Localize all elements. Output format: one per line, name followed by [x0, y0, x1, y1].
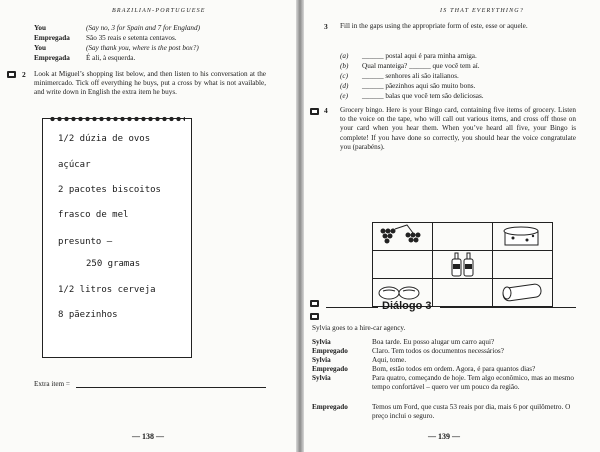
- biscuit-packet-icon: [493, 279, 552, 306]
- extra-item-answer-line[interactable]: [76, 387, 266, 388]
- dialogue-line: Empregado Claro. Tem todos os documentos necessários?: [312, 347, 504, 355]
- exercise-3-instructions: Fill in the gaps using the appropriate form of este, esse or aquele.: [340, 22, 528, 30]
- exercise-2-instructions: Look at Miguel’s shopping list below, and then listen to his conversation at the minimercado. Tick off everything he buys, put a cross by what is not available, and write down in English the extra item he buys.: [34, 70, 266, 97]
- running-header-right: IS THAT EVERYTHING?: [440, 8, 525, 14]
- extra-item-label: Extra item =: [34, 380, 70, 388]
- list-item: frasco de mel: [58, 210, 129, 220]
- dialogue-line: Empregado Temos um Ford, que custa 53 reais por dia, mais 6 por quilômetro. O preço inclui o seguro.: [312, 403, 571, 420]
- list-item: 2 pacotes biscoitos: [58, 185, 161, 195]
- bingo-cell-wine[interactable]: [432, 250, 493, 279]
- grapes-icon: [373, 223, 432, 250]
- fill-in-item: (e) ______ balas que você tem são deliciosas.: [340, 92, 484, 100]
- list-item: presunto –: [58, 237, 113, 247]
- list-item: 1/2 litros cerveja: [58, 285, 156, 295]
- dialog-line: Empregada É ali, à esquerda.: [34, 54, 136, 62]
- spiral-binding: [49, 115, 185, 123]
- book-gutter: [296, 0, 304, 452]
- list-item: 8 pãezinhos: [58, 310, 118, 320]
- dialogue-intro: Sylvia goes to a hire-car agency.: [312, 324, 406, 332]
- fill-in-item: (c) ______ senhores ali são italianos.: [340, 72, 459, 80]
- exercise-4-instructions: Grocery bingo. Here is your Bingo card, containing five items of grocery. Listen to the voice on the tape, who will call out various items, and cross off those on your card when you hear them. When you’ve heard all five, your Bingo is complete! If you have done so correctly, you should hear the voice congratulate you (parabéns).: [340, 106, 576, 151]
- dialogue-line: Sylvia Boa tarde. Eu posso alugar um carro aqui?: [312, 338, 495, 346]
- exercise-number: 4: [324, 106, 328, 115]
- bingo-cell-grapes[interactable]: [372, 222, 433, 251]
- cassette-icon: [310, 300, 319, 307]
- divider: [440, 307, 576, 308]
- bingo-card: [372, 222, 552, 306]
- bingo-cell[interactable]: [432, 222, 493, 251]
- cassette-icon: [310, 108, 319, 115]
- exercise-number: 2: [22, 70, 26, 79]
- list-item: 1/2 dúzia de ovos: [58, 134, 151, 144]
- bingo-cell[interactable]: [372, 250, 433, 279]
- wine-bottles-icon: [433, 251, 492, 278]
- divider: [326, 307, 378, 308]
- fill-in-item: (d) ______ pãezinhos aqui são muito bons.: [340, 82, 476, 90]
- fill-in-item: (a) ______ postal aqui é para minha amiga.: [340, 52, 477, 60]
- page-number-left: — 138 —: [132, 432, 164, 441]
- cassette-icon: [7, 71, 16, 78]
- fill-in-item: (b) Qual manteiga? ______ que você tem aí.: [340, 62, 480, 70]
- dialog-line: You (Say thank you, where is the post box?): [34, 44, 199, 52]
- running-header-left: BRAZILIAN-PORTUGUESE: [112, 8, 206, 14]
- page-number-right: — 139 —: [428, 432, 460, 441]
- dialog-line: Empregada São 35 reais e setenta centavos.: [34, 34, 177, 42]
- list-item: 250 gramas: [86, 259, 141, 269]
- cheese-icon: [493, 223, 552, 250]
- bingo-cell[interactable]: [432, 278, 493, 307]
- bingo-cell-cookies[interactable]: [492, 278, 553, 307]
- dialog-line: You (Say no, 3 for Spain and 7 for England): [34, 24, 200, 32]
- bingo-cell[interactable]: [492, 250, 553, 279]
- dialogue-line: Sylvia Aqui, tome.: [312, 356, 407, 364]
- list-item: açúcar: [58, 160, 91, 170]
- dialogue-line: Empregado Bom, estão todos em ordem. Agora, é para quantos dias?: [312, 365, 536, 373]
- cassette-icon: [310, 313, 319, 320]
- exercise-number: 3: [324, 22, 328, 31]
- dialogue-title: Diálogo 3: [382, 300, 432, 312]
- dialogue-line: Sylvia Para quatro, começando de hoje. Tem algo econômico, mas ao mesmo tempo confortável – quero ver um pouco da região.: [312, 374, 574, 391]
- bingo-cell-cheese[interactable]: [492, 222, 553, 251]
